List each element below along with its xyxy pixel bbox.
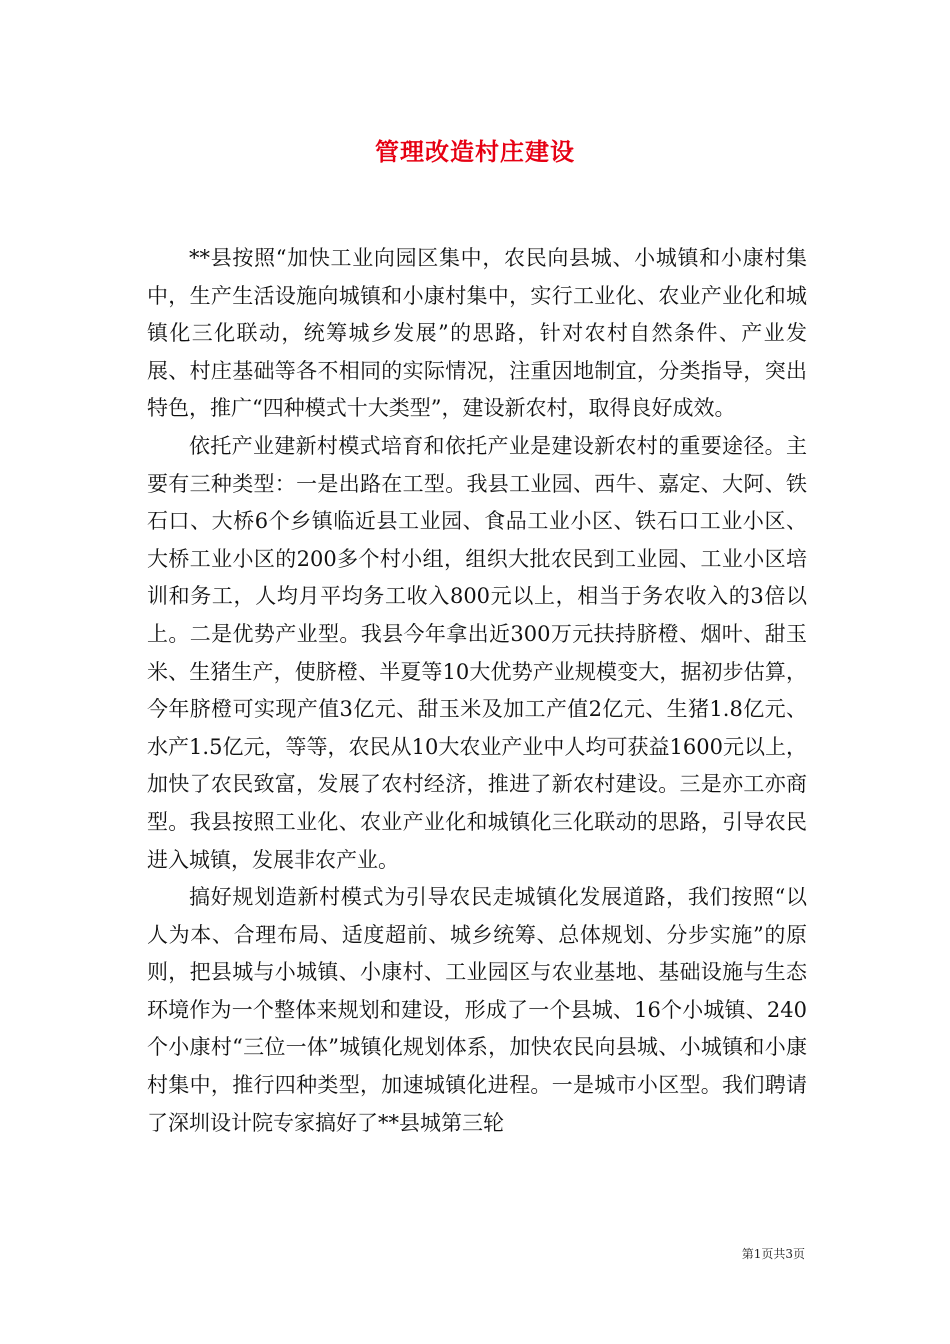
page-number: 第1页共3页 [741,1247,805,1261]
document-title: 管理改造村庄建设 [375,137,575,166]
paragraph-planning-model: 搞好规划造新村模式为引导农民走城镇化发展道路，我们按照“以人为本、合理布局、适度超前、城乡统筹、总体规划、分步实施”的原则，把县城与小城镇、小康村、工业园区与农业基地、基础设施与生态环境作为一个整体来规划和建设，形成了一个县城、16个小城镇、240个小康村“三位一体”城镇化规划体系，加快农民向县城、小城镇和小康村集中，推行四种类型，加速城镇化进程。一是城市小区型。我们聘请了深圳设计院专家搞好了**县城第三轮 [147,885,807,1135]
paragraph-industry-model: 依托产业建新村模式培育和依托产业是建设新农村的重要途径。主要有三种类型：一是出路在工型。我县工业园、西牛、嘉定、大阿、铁石口、大桥6个乡镇临近县工业园、食品工业小区、铁石口工业小区、大桥工业小区的200多个村小组，组织大批农民到工业园、工业小区培训和务工，人均月平均务工收入800元以上，相当于务农收入的3倍以上。二是优势产业型。我县今年拿出近300万元扶持脐橙、烟叶、甜玉米、生猪生产，使脐橙、半夏等10大优势产业规模变大，据初步估算，今年脐橙可实现产值3亿元、甜玉米及加工产值2亿元、生猪1.8亿元、水产1.5亿元，等等，农民从10大农业产业中人均可获益1600元以上，加快了农民致富，发展了农村经济，推进了新农村建设。三是亦工亦商型。我县按照工业化、农业产业化和城镇化三化联动的思路，引导农民进入城镇，发展非农产业。 [147,433,807,872]
document-body [147,240,807,1142]
paragraph-intro: **县按照“加快工业向园区集中，农民向县城、小城镇和小康村集中，生产生活设施向城镇和小康村集中，实行工业化、农业产业化和城镇化三化联动，统筹城乡发展”的思路，针对农村自然条件、产业发展、村庄基础等各不相同的实际情况，注重因地制宜，分类指导，突出特色，推广“四种模式十大类型”，建设新农村，取得良好成效。 [147,246,807,421]
